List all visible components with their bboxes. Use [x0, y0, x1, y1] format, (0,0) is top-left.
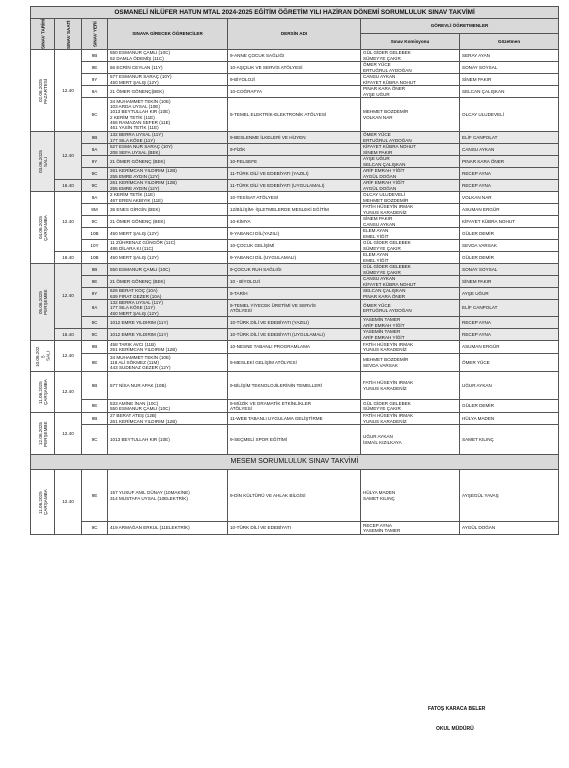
- exam-room: 9Y: [82, 156, 108, 168]
- exam-room: 10B: [82, 252, 108, 264]
- exam-proctor: SONAY SOYSAL: [460, 62, 559, 74]
- table-row: [31, 413, 559, 425]
- exam-committee: FATİH HÜSEYİN IRMAK YUNUS KARADENİZ: [361, 341, 460, 354]
- exam-committee: FATİH HÜSEYİN IRMAK YUNUS KARADENİZ: [361, 372, 460, 400]
- exam-time: 12.40: [55, 372, 82, 413]
- exam-committee: GÜL GİDER GELEBEK SÜMEYYE ÇAKIR: [361, 264, 460, 276]
- exam-students: 34 MUHAMMET TEKİN (10E) 103 ARDA UYSAL (10E) 1013 BEYTULLAH KIR (10E) 2 KERİM TETİK (11E) 456 RAMAZAN SEFER (11E) 461 YASİN TETİK (11E): [108, 98, 228, 132]
- exam-proctor: AYŞE UĞUR: [460, 288, 559, 300]
- exam-room: 9M: [82, 204, 108, 216]
- exam-students: 1012 EMRE YILDIRIM (11Y): [108, 317, 228, 329]
- exam-time: 12.40: [55, 192, 82, 252]
- exam-committee: GÜL GİDER GELEBEK SÜMEYYE ÇAKIR: [361, 50, 460, 62]
- exam-room: 9C: [82, 425, 108, 455]
- exam-proctor: SONAY SOYSAL: [460, 264, 559, 276]
- table-row: [31, 341, 559, 354]
- exam-room: 9Y: [82, 74, 108, 86]
- table-row: [31, 132, 559, 144]
- table-row: [31, 204, 559, 216]
- exam-proctor: VOLKAN NAR: [460, 192, 559, 204]
- exam-proctor: GÜLER DEMİR: [460, 252, 559, 264]
- exam-proctor: RECEP AYNA: [460, 317, 559, 329]
- exam-course: 9-BİYOLOJİ: [228, 74, 361, 86]
- exam-time: 12.40: [55, 413, 82, 455]
- exam-time: 12.40: [55, 470, 82, 535]
- table-row: [31, 180, 559, 192]
- table-row: [31, 168, 559, 180]
- mesem-body: [31, 470, 559, 535]
- exam-date: 02.06.2025 PAZARTESİ: [31, 50, 55, 132]
- exam-course: 9-ANNE ÇOCUK SAĞLIĞI: [228, 50, 361, 62]
- exam-committee: KİFAYET KÜBRA NOHUT SİNEM PAKIR: [361, 144, 460, 156]
- exam-room: 9Y: [82, 288, 108, 300]
- header-time: SINAV SAATİ: [55, 19, 82, 50]
- exam-proctor: RECEP AYNA: [460, 329, 559, 341]
- exam-course: 10-TESİSAT ATÖLYESİ: [228, 192, 361, 204]
- exam-committee: ÖMER YÜCE ERTUĞRUL AYDOĞAN: [361, 132, 460, 144]
- exam-date: 10.06.202 5 SALI: [31, 341, 55, 372]
- exam-course: 11-TÜRK DİLİ VE EDEBİYATI (UYGULAMALI): [228, 180, 361, 192]
- exam-students: 132 BERRA UYSAL (11Y) 177 SILA KÖSE (11Y): [108, 132, 228, 144]
- table-row: [31, 400, 559, 413]
- exam-students: 458 TARIK AVCI (11B) 261 KERİMCAN YILDIRIM (12B): [108, 341, 228, 354]
- exam-proctor: OLCAY ULUDEVELİ: [460, 98, 559, 132]
- exam-students: 1012 EMRE YILDIRIM (11Y): [108, 329, 228, 341]
- table-row: [31, 354, 559, 372]
- schedule-table: [30, 6, 559, 535]
- exam-room: 9A: [82, 86, 108, 98]
- mesem-title: MESEM SORUMLULUK SINAV TAKVİMİ: [31, 455, 559, 470]
- table-row: [31, 50, 559, 62]
- exam-room: 9C: [82, 168, 108, 180]
- exam-course: 9-SEÇMELİ SPOR EĞİTİMİ: [228, 425, 361, 455]
- table-row: [31, 300, 559, 317]
- exam-course: 9-TEMEL ELEKTRİK-ELEKTRONİK ATÖLYESİ: [228, 98, 361, 132]
- exam-committee: ELEM AYAN EMEL YİĞİT: [361, 252, 460, 264]
- exam-proctor: RECEP AYNA: [460, 180, 559, 192]
- exam-course: 9-MÜZİK VE DRAMATİK ETKİNLİKLER ATÖLYESİ: [228, 400, 361, 413]
- document-title: OSMANELİ NİLÜFER HATUN MTAL 2024-2025 EĞİTİM ÖĞRETİM YILI HAZİRAN DÖNEMİ SORUMLULUK SINAV TAKVİMİ: [31, 7, 559, 19]
- exam-proctor: ELİF CANPOLAT: [460, 300, 559, 317]
- exam-room: 9A: [82, 144, 108, 156]
- exam-course: 10-NESNE TABANLI PROGRAMLAMA: [228, 341, 361, 354]
- header-course: DERSİN ADI: [228, 19, 361, 50]
- exam-time: 12.40: [55, 264, 82, 329]
- exam-committee: PINAR KARA ÖNER AYŞE UĞUR: [361, 86, 460, 98]
- table-row: [31, 156, 559, 168]
- table-row: [31, 329, 559, 341]
- exam-committee: UĞUR AYKAN İSMAİL KIZILKAYA: [361, 425, 460, 455]
- exam-course: 9-BESLENME İLKELERİ VE HİJYEN: [228, 132, 361, 144]
- exam-proctor: RECEP AYNA: [460, 168, 559, 180]
- exam-proctor: HÜLYA MADEN: [460, 413, 559, 425]
- exam-committee: AYŞE UĞUR SELCAN ÇALIŞKAN: [361, 156, 460, 168]
- exam-proctor: KİFAYET KÜBRA NOHUT: [460, 216, 559, 228]
- exam-course: 9-TARİH: [228, 288, 361, 300]
- exam-committee: SİNEM PAKIR CANSU AYKAN: [361, 216, 460, 228]
- exam-course: 10-FELSEFE: [228, 156, 361, 168]
- exam-room: 9C: [82, 329, 108, 341]
- exam-students: 533 AMİNE İNAN (10C) 550 ESMANUR ÇAMLI (10C): [108, 400, 228, 413]
- exam-room: 10B: [82, 228, 108, 240]
- exam-students: 261 KERİMCAN YILDIRIM (12B) 255 EMRE AYDIN (12Y): [108, 168, 228, 180]
- exam-date: 05.06.2025 PERŞEMBE: [31, 264, 55, 341]
- exam-proctor: UĞUR AYKAN: [460, 372, 559, 400]
- table-row: [31, 276, 559, 288]
- exam-date: 11.06.2025 ÇARŞAMBA: [31, 372, 55, 413]
- exam-room: 9E: [82, 470, 108, 522]
- exam-students: 21 ÖMER GÖNENÇ(BEK): [108, 86, 228, 98]
- exam-proctor: PINAR KARA ÖNER: [460, 156, 559, 168]
- exam-course: 9-YABANCI DİL(YAZILI): [228, 228, 361, 240]
- exam-students: 2 KERİM TETİK (11E) 467 EREN AKBIYIK (11E): [108, 192, 228, 204]
- table-row: [31, 425, 559, 455]
- header-committee: Sınav Komisyonu: [361, 33, 460, 49]
- exam-course: 11-WEB TABANLI UYGULAMA GELİŞTİRME: [228, 413, 361, 425]
- exam-course: 9-BİLİŞİM TEKNOLOJİLERİNİN TEMELLERİ: [228, 372, 361, 400]
- exam-proctor: SEVDA VARSAK: [460, 240, 559, 252]
- exam-students: 450 MERT ŞALIŞ (12Y): [108, 252, 228, 264]
- exam-date: 04.06.2025 ÇARŞAMBA: [31, 192, 55, 264]
- exam-course: 9-DİN KÜLTÜRÜ VE AHLAK BİLGİSİ: [228, 470, 361, 522]
- exam-time: 16.40: [55, 329, 82, 341]
- exam-time: 12.40: [55, 50, 82, 132]
- exam-students: 21 ÖMER GÖNENÇ (BEK): [108, 276, 228, 288]
- header-duty: GÖREVLİ ÖĞRETMENLER: [361, 19, 559, 34]
- exam-students: 11 ZÜHRENAZ GÜNGÖR (11C) 486 DİLARA KI (11C): [108, 240, 228, 252]
- exam-date: 11.06.2025 ÇARŞAMBA: [31, 470, 55, 535]
- exam-proctor: SİNEM PAKIR: [460, 74, 559, 86]
- table-row: [31, 317, 559, 329]
- exam-proctor: ELİF CANPOLAT: [460, 132, 559, 144]
- exam-committee: HÜLYA MADEN SAMET KILINÇ: [361, 470, 460, 522]
- exam-committee: FATİH HÜSEYİN IRMAK YUNUS KARADENİZ: [361, 204, 460, 216]
- exam-proctor: GÜLER DEMİR: [460, 400, 559, 413]
- exam-course: 9-FİZİK: [228, 144, 361, 156]
- exam-room: 9B: [82, 50, 108, 62]
- exam-time: 12.40: [55, 341, 82, 372]
- exam-committee: YASEMİN TAMER ARİF EMRAH YİĞİT: [361, 329, 460, 341]
- exam-room: 9E: [82, 400, 108, 413]
- exam-students: 21 ÖMER GÖNENÇ (BEK): [108, 216, 228, 228]
- exam-students: 1013 BEYTULLAH KIR (10E): [108, 425, 228, 455]
- exam-course: 9-ÇOCUK RUH SAĞLIĞI: [228, 264, 361, 276]
- exam-students: 36 ENES GİRGİN (BEK): [108, 204, 228, 216]
- table-row: [31, 252, 559, 264]
- exam-committee: YASEMİN TAMER ARİF EMRAH YİĞİT: [361, 317, 460, 329]
- exam-students: 419 ARMAĞAN ERKUL (11ELEKTRİK): [108, 522, 228, 535]
- table-row: [31, 288, 559, 300]
- exam-committee: RECEP AYNA YASEMİN TAMER: [361, 522, 460, 535]
- exam-committee: FATİH HÜSEYİN IRMAK YUNUS KARADENİZ: [361, 413, 460, 425]
- exam-room: 9C: [82, 98, 108, 132]
- table-row: [31, 74, 559, 86]
- exam-date: 03.06.2025 SALI: [31, 132, 55, 192]
- table-row: [31, 522, 559, 535]
- signature-role: OKUL MÜDÜRÜ: [436, 726, 474, 732]
- exam-students: 550 ESMANUR ÇAMLI (10C) 52 DAMLA ÖDEMİŞ (11C): [108, 50, 228, 62]
- exam-room: 9C: [82, 317, 108, 329]
- exam-students: 157 YUSUF ANIL GÜNAY (10MAKİNE) 314 MUSTAFA UYSAL (10ELEKTRİK): [108, 470, 228, 522]
- exam-committee: ELEM AYAN EMEL YİĞİT: [361, 228, 460, 240]
- table-row: [31, 240, 559, 252]
- exam-course: 12/BİLİŞİM- İŞLETMELERDE MESLEKİ EĞİTİM: [228, 204, 361, 216]
- exam-committee: GÜL GİDER GELEBEK SÜMEYYE ÇAKIR: [361, 240, 460, 252]
- exam-students: 626 BERAT KOÇ (10A) 639 FIRAT GEZER (10A): [108, 288, 228, 300]
- exam-course: 10-KİMYA: [228, 216, 361, 228]
- exam-proctor: ASUMAN ERGÜR: [460, 204, 559, 216]
- table-row: [31, 228, 559, 240]
- exam-proctor: SİNEM PAKIR: [460, 276, 559, 288]
- exam-proctor: GÜLER DEMİR: [460, 228, 559, 240]
- exam-committee: CANSU AYKAN KİFAYET KÜBRA NOHUT: [361, 276, 460, 288]
- exam-room: 10Y: [82, 240, 108, 252]
- exam-committee: MEHMET BOZDEMİR VOLKAN NAR: [361, 98, 460, 132]
- exam-proctor: ASUMAN ERGÜR: [460, 341, 559, 354]
- exam-room: 9B: [82, 372, 108, 400]
- table-row: [31, 372, 559, 400]
- exam-students: 577 ESMANUR SARAÇ (10Y) 450 MERT ŞALIŞ (12Y): [108, 74, 228, 86]
- exam-committee: ÖMER YÜCE ERTUĞRUL AYDOĞAN: [361, 300, 460, 317]
- exam-course: 9-YABANCI DİL (UYGULAMALI): [228, 252, 361, 264]
- exam-room: 9E: [82, 354, 108, 372]
- schedule-body: [31, 50, 559, 455]
- exam-students: 527 ESMA NUR SARAÇ (10Y) 208 SEFA UYSAL (BEK): [108, 144, 228, 156]
- exam-course: 10-TÜRK DİLİ VE EDEBİYATI (UYGULAMALI): [228, 329, 361, 341]
- exam-course: 10-TÜRK DİLİ VE EDEBİYATI: [228, 522, 361, 535]
- exam-committee: ARİF EMRAH YİĞİT AYGÜL DOĞAN: [361, 180, 460, 192]
- exam-room: 9C: [82, 216, 108, 228]
- exam-students: 577 NİSA NUR APAK (10B): [108, 372, 228, 400]
- exam-course: 10-TÜRK DİLİ VE EDEBİYATI (YAZILI): [228, 317, 361, 329]
- exam-course: 10-COĞRAFYA: [228, 86, 361, 98]
- exam-proctor: ÖMER YÜCE: [460, 354, 559, 372]
- exam-room: 9C: [82, 522, 108, 535]
- exam-proctor: CANSU AYKAN: [460, 144, 559, 156]
- exam-room: 9E: [82, 62, 108, 74]
- exam-proctor: SERAY AYAN: [460, 50, 559, 62]
- table-row: [31, 144, 559, 156]
- table-row: [31, 62, 559, 74]
- table-row: [31, 470, 559, 522]
- exam-course: 9-MESLEKİ GELİŞİM ATÖLYESİ: [228, 354, 361, 372]
- exam-students: 550 ESMANUR ÇAMLI (10C): [108, 264, 228, 276]
- table-row: [31, 216, 559, 228]
- exam-proctor: AYŞEGÜL YAVAŞ: [460, 470, 559, 522]
- exam-committee: CANSU AYKAN KİFAYET KÜBRA NOHUT: [361, 74, 460, 86]
- exam-room: 9A: [82, 192, 108, 204]
- header-students: SINAVA GİRECEK ÖĞRENCİLER: [108, 19, 228, 50]
- exam-room: 9A: [82, 300, 108, 317]
- exam-students: 450 MERT ŞALIŞ (12Y): [108, 228, 228, 240]
- schedule-page: [30, 6, 558, 535]
- exam-students: 34 MUHAMMET TEKİN (10E) 118 ALİ SÖKMEZ (11M) 443 SUDENAZ GEZER (12Y): [108, 354, 228, 372]
- exam-committee: ARİF EMRAH YİĞİT AYGÜL DOĞAN: [361, 168, 460, 180]
- exam-students: 132 BERRA UYSAL (11Y) 177 SILA KÖSE (11Y) 450 MERT ŞALIŞ (12Y): [108, 300, 228, 317]
- header-room: SINAV YERİ: [82, 19, 108, 50]
- exam-time: 16.40: [55, 180, 82, 192]
- exam-course: 10-ÇOCUK GELİŞİMİ: [228, 240, 361, 252]
- table-row: [31, 192, 559, 204]
- exam-room: 9B: [82, 264, 108, 276]
- exam-committee: GÜL GİDER GELEBEK SÜMEYYE ÇAKIR: [361, 400, 460, 413]
- header-date: SINAV TARİHİ: [31, 19, 55, 50]
- exam-date: 12.06.2025 PERŞEMBE: [31, 413, 55, 455]
- exam-committee: MEHMET BOZDEMİR SEVDA VARSAK: [361, 354, 460, 372]
- exam-students: 261 KERİMCAN YILDIRIM (12B) 255 EMRE AYDIN (12Y): [108, 180, 228, 192]
- table-row: [31, 264, 559, 276]
- exam-time: 12.40: [55, 132, 82, 180]
- exam-students: 56 ECRİN CEYLAN (11Y): [108, 62, 228, 74]
- signature-name: FATOŞ KARACA BELER: [428, 706, 486, 712]
- exam-room: 9C: [82, 180, 108, 192]
- exam-proctor: SELCAN ÇALIŞKAN: [460, 86, 559, 98]
- exam-course: 10-AŞÇILIK VE SERVİS ATÖLYESİ: [228, 62, 361, 74]
- table-row: [31, 98, 559, 132]
- exam-course: 10 - BİYOLOJİ: [228, 276, 361, 288]
- exam-students: 27 BERAT ATEŞ (12B) 261 KERİMCAN YILDIRIM (12B): [108, 413, 228, 425]
- exam-time: 16.40: [55, 252, 82, 264]
- exam-room: 9B: [82, 341, 108, 354]
- header-proctor: Gözetmen: [460, 33, 559, 49]
- exam-proctor: SAMET KILINÇ: [460, 425, 559, 455]
- exam-committee: ÖMER YÜCE ERTUĞRUL AYDOĞAN: [361, 62, 460, 74]
- exam-course: 11-TÜRK DİLİ VE EDEBİYATI (YAZILI): [228, 168, 361, 180]
- exam-students: 21 ÖMER GÖNENÇ (BEK): [108, 156, 228, 168]
- table-row: [31, 86, 559, 98]
- exam-course: 9-TEMEL YİYECEK ÜRETİMİ VE SERVİS ATÖLYESİ: [228, 300, 361, 317]
- exam-room: 9B: [82, 132, 108, 144]
- exam-room: 9E: [82, 276, 108, 288]
- exam-committee: OLCAY ULUDEVELİ MEHMET BOZDEMİR: [361, 192, 460, 204]
- exam-proctor: AYGÜL DOĞAN: [460, 522, 559, 535]
- exam-committee: SELCAN ÇALIŞKAN PINAR KARA ÖNER: [361, 288, 460, 300]
- exam-room: 9B: [82, 413, 108, 425]
